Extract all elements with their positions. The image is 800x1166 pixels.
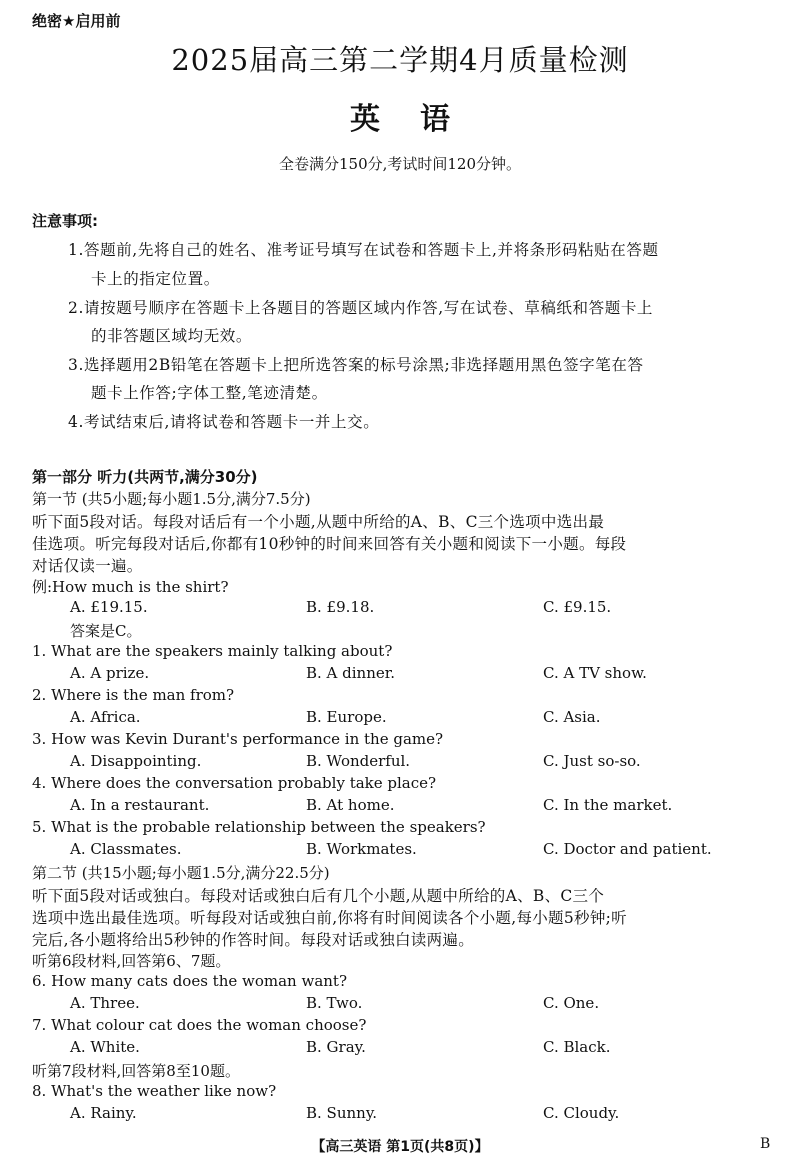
notice-item-2: 2.请按题号顺序在答题卡上各题目的答题区域内作答,写在试卷、草稿纸和答题卡上 (68, 299, 654, 317)
section1-instructions-1: 听下面5段对话。每段对话后有一个小题,从题中所给的A、B、C三个选项中选出最 (32, 513, 605, 531)
section2-instructions-2: 选项中选出最佳选项。听每段对话或独白前,你将有时间阅读各个小题,每小题5秒钟;听 (32, 909, 627, 927)
q1-option-a: A. A prize. (70, 664, 150, 682)
q5-option-c: C. Doctor and patient. (543, 840, 712, 858)
q6-option-b: B. Two. (306, 994, 363, 1012)
q7-option-c: C. Black. (543, 1038, 611, 1056)
notice-item-1: 1.答题前,先将自己的姓名、准考证号填写在试卷和答题卡上,并将条形码粘贴在答题 (68, 241, 659, 259)
q5-option-b: B. Workmates. (306, 840, 417, 858)
q7-option-a: A. White. (70, 1038, 140, 1056)
subject-title: 英语 (350, 102, 490, 137)
q8-option-b: B. Sunny. (306, 1104, 378, 1122)
question-1: 1. What are the speakers mainly talking about? (32, 642, 393, 660)
q6-option-c: C. One. (543, 994, 600, 1012)
full-mark-note: 全卷满分150分,考试时间120分钟。 (278, 155, 522, 173)
q3-option-b: B. Wonderful. (306, 752, 411, 770)
paper-version: B (760, 1136, 771, 1152)
q4-option-b: B. At home. (306, 796, 395, 814)
q3-option-a: A. Disappointing. (70, 752, 202, 770)
notice-item-1-cont: 卡上的指定位置。 (91, 270, 220, 288)
section2-heading: 第二节 (共15小题;每小题1.5分,满分22.5分) (32, 864, 330, 882)
q5-option-a: A. Classmates. (70, 840, 182, 858)
question-6: 6. How many cats does the woman want? (32, 972, 347, 990)
notice-item-2-cont: 的非答题区域均无效。 (91, 327, 253, 345)
q4-option-a: A. In a restaurant. (70, 796, 210, 814)
part1-heading: 第一部分 听力(共两节,满分30分) (32, 468, 258, 486)
example-option-a: A. £19.15. (70, 598, 148, 616)
example-option-c: C. £9.15. (543, 598, 612, 616)
example-option-b: B. £9.18. (306, 598, 375, 616)
question-7: 7. What colour cat does the woman choose? (32, 1016, 367, 1034)
q4-option-c: C. In the market. (543, 796, 673, 814)
q2-option-a: A. Africa. (70, 708, 141, 726)
q8-option-c: C. Cloudy. (543, 1104, 620, 1122)
question-2: 2. Where is the man from? (32, 686, 235, 704)
question-5: 5. What is the probable relationship between the speakers? (32, 818, 486, 836)
material-7-label: 听第7段材料,回答第8至10题。 (32, 1062, 240, 1080)
q2-option-b: B. Europe. (306, 708, 387, 726)
page-footer: 【高三英语 第1页(共8页)】 (311, 1139, 489, 1155)
notice-item-3: 3.选择题用2B铅笔在答题卡上把所选答案的标号涂黑;非选择题用黑色签字笔在答 (68, 356, 644, 374)
question-8: 8. What's the weather like now? (32, 1082, 277, 1100)
notice-heading: 注意事项: (32, 212, 98, 230)
question-3: 3. How was Kevin Durant's performance in the game? (32, 730, 444, 748)
q8-option-a: A. Rainy. (70, 1104, 137, 1122)
section1-instructions-2: 佳选项。听完每段对话后,你都有10秒钟的时间来回答有关小题和阅读下一小题。每段 (32, 535, 627, 553)
secret-label: 绝密★启用前 (32, 12, 121, 30)
question-4: 4. Where does the conversation probably take place? (32, 774, 437, 792)
section1-instructions-3: 对话仅读一遍。 (32, 557, 143, 575)
exam-title: 2025届高三第二学期4月质量检测 (171, 43, 629, 77)
q2-option-c: C. Asia. (543, 708, 601, 726)
notice-item-4: 4.考试结束后,请将试卷和答题卡一并上交。 (68, 413, 380, 431)
q1-option-b: B. A dinner. (306, 664, 396, 682)
material-6-label: 听第6段材料,回答第6、7题。 (32, 952, 231, 970)
q7-option-b: B. Gray. (306, 1038, 366, 1056)
notice-item-3-cont: 题卡上作答;字体工整,笔迹清楚。 (91, 384, 328, 402)
section2-instructions-3: 完后,各小题将给出5秒钟的作答时间。每段对话或独白读两遍。 (32, 931, 474, 949)
q6-option-a: A. Three. (70, 994, 140, 1012)
section2-instructions-1: 听下面5段对话或独白。每段对话或独白后有几个小题,从题中所给的A、B、C三个 (32, 887, 605, 905)
example-answer: 答案是C。 (70, 622, 142, 640)
section1-heading: 第一节 (共5小题;每小题1.5分,满分7.5分) (32, 490, 311, 508)
q1-option-c: C. A TV show. (543, 664, 647, 682)
example-question: 例:How much is the shirt? (32, 578, 229, 596)
q3-option-c: C. Just so-so. (543, 752, 641, 770)
